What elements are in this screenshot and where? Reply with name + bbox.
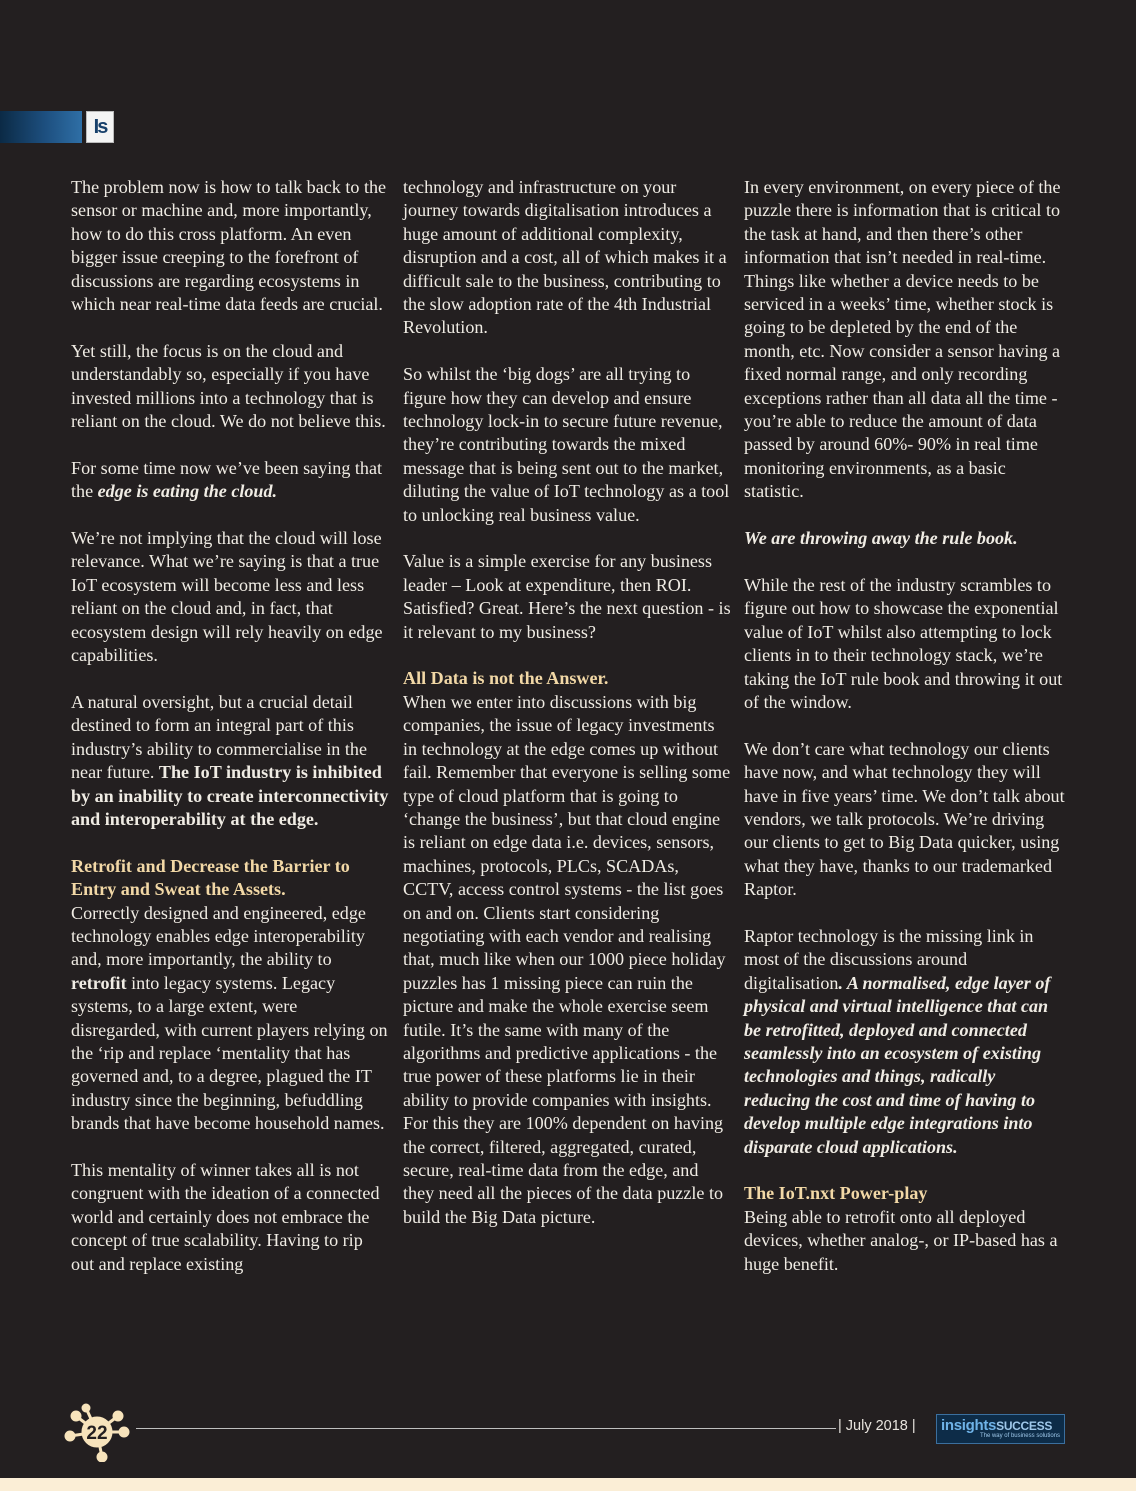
magazine-logo-text: Is <box>93 115 107 138</box>
issue-date: | July 2018 | <box>838 1418 916 1434</box>
body-text: Value is a simple exercise for any business leader – Look at expenditure, then ROI. Satisfied? Great. Here’s the next question - is it relevant to my business? <box>403 551 731 642</box>
body-text: This mentality of winner takes all is not congruent with the ideation of a connected world and certainly does not embrace the concept of true scalability. Having to rip out and replace existing <box>71 1159 380 1274</box>
body-text: Correctly designed and engineered, edge technology enables edge interoperability and, more importantly, the ability to <box>71 902 366 970</box>
emphasis-text: . A normalised, edge layer of physical and virtual intelligence that can be retrofitted, deployed and connected seamlessly into an ecosystem of existing technologies and things, radically reducing the cost and time of having to develop multiple edge integrations into disparate cloud applications. <box>744 972 1051 1157</box>
body-text: For some time now we’ve been saying that the <box>71 457 383 502</box>
paragraph <box>71 340 389 434</box>
magazine-logo <box>86 111 114 143</box>
body-text: When we enter into discussions with big companies, the issue of legacy investments in technology at the edge comes up without fail. Remember that everyone is selling some type of cloud platform that is going to ‘change the business’, but that cloud engine is reliant on edge data i.e. devices, sensors, machines, protocols, PLCs, SCADAs, CCTV, access control systems - the list goes on and on. Clients start considering negotiating with each vendor and realising that, much like when our 1000 piece holiday puzzles has 1 missing piece can ruin the picture and make the whole exercise seem futile. It’s the same with many of the algorithms and predictive applications - the true power of these platforms lie in their ability to provide companies with insights. For this they are 100% dependent on having the correct, filtered, aggregated, curated, secure, real-time data from the edge, and they need all the pieces of the data puzzle to build the Big Data picture. <box>403 691 731 1227</box>
emphasis-text: edge is eating the cloud. <box>97 481 278 502</box>
section-heading: The IoT.nxt Power-play <box>744 1183 928 1204</box>
brand-tagline: The way of business solutions <box>979 1433 1060 1439</box>
paragraph <box>403 667 733 1229</box>
bottom-strip <box>0 1478 1136 1491</box>
body-text: Being able to retrofit onto all deployed devices, whether analog-, or IP-based has a huge benefit. <box>744 1206 1058 1274</box>
section-heading: Retrofit and Decrease the Barrier to Entry and Sweat the Assets. <box>71 855 350 900</box>
paragraph <box>71 855 389 1136</box>
paragraph <box>744 176 1066 504</box>
body-text: So whilst the ‘big dogs’ are all trying to figure how they can develop and ensure technology lock-in to secure future revenue, they’re contributing towards the mixed message that is being sent out to the market, diluting the value of IoT technology as a tool to unlocking real business value. <box>403 364 730 525</box>
body-text: We don’t care what technology our clients have now, and what technology they will have in five years’ time. We don’t talk about vendors, we talk protocols. We’re driving our clients to get to Big Data quicker, using what they have, thanks to our trademarked Raptor. <box>744 738 1065 900</box>
body-text: Yet still, the focus is on the cloud and understandably so, especially if you have invested millions into a technology that is reliant on the cloud. We do not believe this. <box>71 340 386 432</box>
page-number-badge <box>62 1402 132 1462</box>
paragraph <box>403 550 733 644</box>
paragraph <box>744 738 1066 902</box>
article-column-3 <box>744 176 1066 1276</box>
paragraph <box>71 457 389 504</box>
header-accent-bar <box>0 111 82 143</box>
paragraph <box>744 574 1066 714</box>
section-heading: All Data is not the Answer. <box>403 668 609 689</box>
insights-success-logo <box>936 1414 1065 1444</box>
paragraph <box>71 176 389 316</box>
body-text: The problem now is how to talk back to the sensor or machine and, more importantly, how to do this cross platform. An even bigger issue creeping to the forefront of discussions are regarding ecosystems in which near real-time data feeds are crucial. <box>71 177 387 315</box>
article-column-2 <box>403 176 733 1229</box>
footer-rule <box>136 1428 836 1429</box>
body-text: We’re not implying that the cloud will lose relevance. What we’re saying is that a true IoT ecosystem will become less and less reliant on the cloud and, in fact, that ecosystem design will rely heavily on edge capabilities. <box>71 528 383 666</box>
paragraph <box>744 925 1066 1159</box>
paragraph <box>71 691 389 831</box>
paragraph <box>403 176 733 340</box>
body-text: A natural oversight, but a crucial detail destined to form an integral part of this industry’s ability to commercialise in the near future. <box>71 691 367 783</box>
body-text: technology and infrastructure on your journey towards digitalisation introduces a huge amount of additional complexity, disruption and a cost, all of which makes it a difficult sale to the business, contributing to the slow adoption rate of the 4th Industrial Revolution. <box>403 177 727 338</box>
body-text: While the rest of the industry scrambles to figure out how to showcase the exponential value of IoT whilst also attempting to lock clients in to their technology stack, we’re taking the IoT rule book and throwing it out of the window. <box>744 574 1063 712</box>
emphasis-text: We are throwing away the rule book. <box>744 528 1018 549</box>
paragraph <box>744 1182 1066 1276</box>
emphasis-text: The IoT industry is inhibited by an inability to create interconnectivity and interoperability at the edge. <box>71 762 389 829</box>
paragraph <box>71 527 389 667</box>
paragraph <box>403 363 733 527</box>
article-column-1 <box>71 176 389 1276</box>
body-text: Raptor technology is the missing link in most of the discussions around digitalisation <box>744 925 1034 993</box>
emphasis-text: retrofit <box>71 972 127 993</box>
paragraph <box>71 1159 389 1276</box>
page-number: 22 <box>86 1423 108 1444</box>
paragraph <box>744 527 1066 550</box>
brand-name: insightsSUCCESS <box>941 1417 1053 1434</box>
body-text: into legacy systems. Legacy systems, to a large extent, were disregarded, with current players relying on the ‘rip and replace ‘mentality that has governed and, to a degree, plagued the IT industry since the beginning, befuddling brands that have become household names. <box>71 972 388 1134</box>
body-text: In every environment, on every piece of the puzzle there is information that is critical to the task at hand, and then there’s other information that isn’t needed in real-time. Things like whether a device needs to be serviced in a weeks’ time, whether stock is going to be depleted by the end of the month, etc. Now consider a sensor having a fixed normal range, and only recording exceptions rather than all data all the time - you’re able to reduce the amount of data passed by around 60%- 90% in real time monitoring environments, as a basic statistic. <box>744 177 1061 502</box>
